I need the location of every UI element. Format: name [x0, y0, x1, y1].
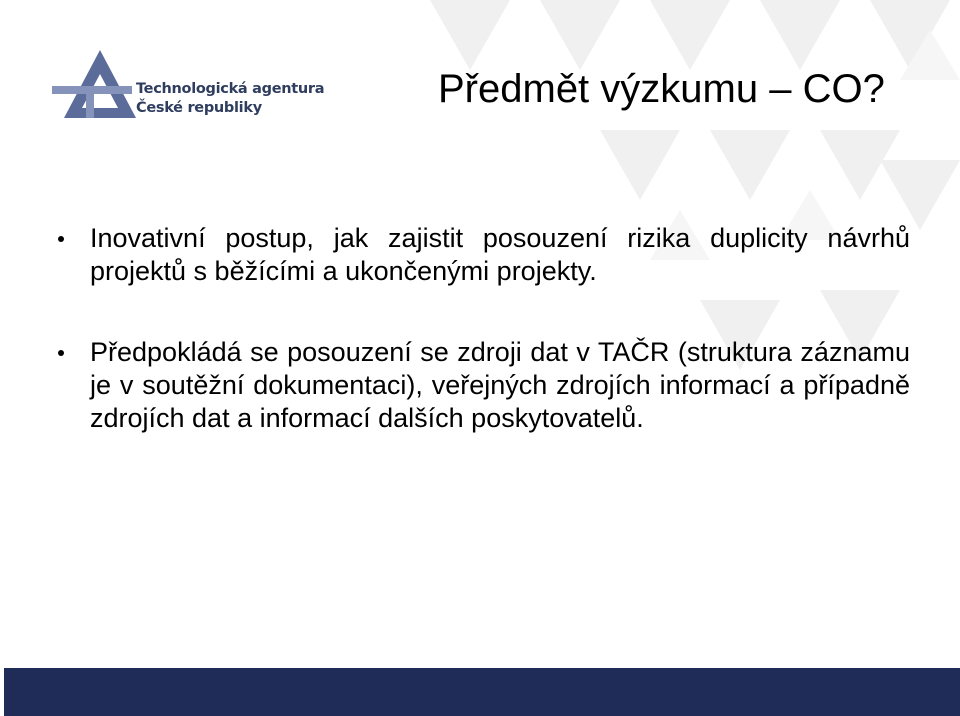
bullet-text: Předpokládá se posouzení se zdroji dat v TAČR (struktura záznamu je v soutěžní dokumentaci), veřejných zdrojích informací a případně zdrojích dat a informací dalších poskytovatelů. [90, 337, 910, 433]
logo-line-1: Technologická agentura [136, 81, 325, 97]
bullet-item [58, 222, 910, 288]
bullet-dot [58, 350, 64, 356]
slide-title: Předmět výzkumu – CO? [438, 67, 885, 111]
bullet-text: Inovativní postup, jak zajistit posouzení rizika duplicity návrhů projektů s běžícími a ukončenými projekty. [90, 223, 910, 286]
logo-wordmark [136, 80, 324, 118]
bullet-item [58, 336, 910, 435]
bullet-dot [58, 236, 64, 242]
logo-line-2: České republiky [136, 100, 262, 116]
slide-content [58, 222, 910, 435]
footer-bar [4, 668, 960, 716]
